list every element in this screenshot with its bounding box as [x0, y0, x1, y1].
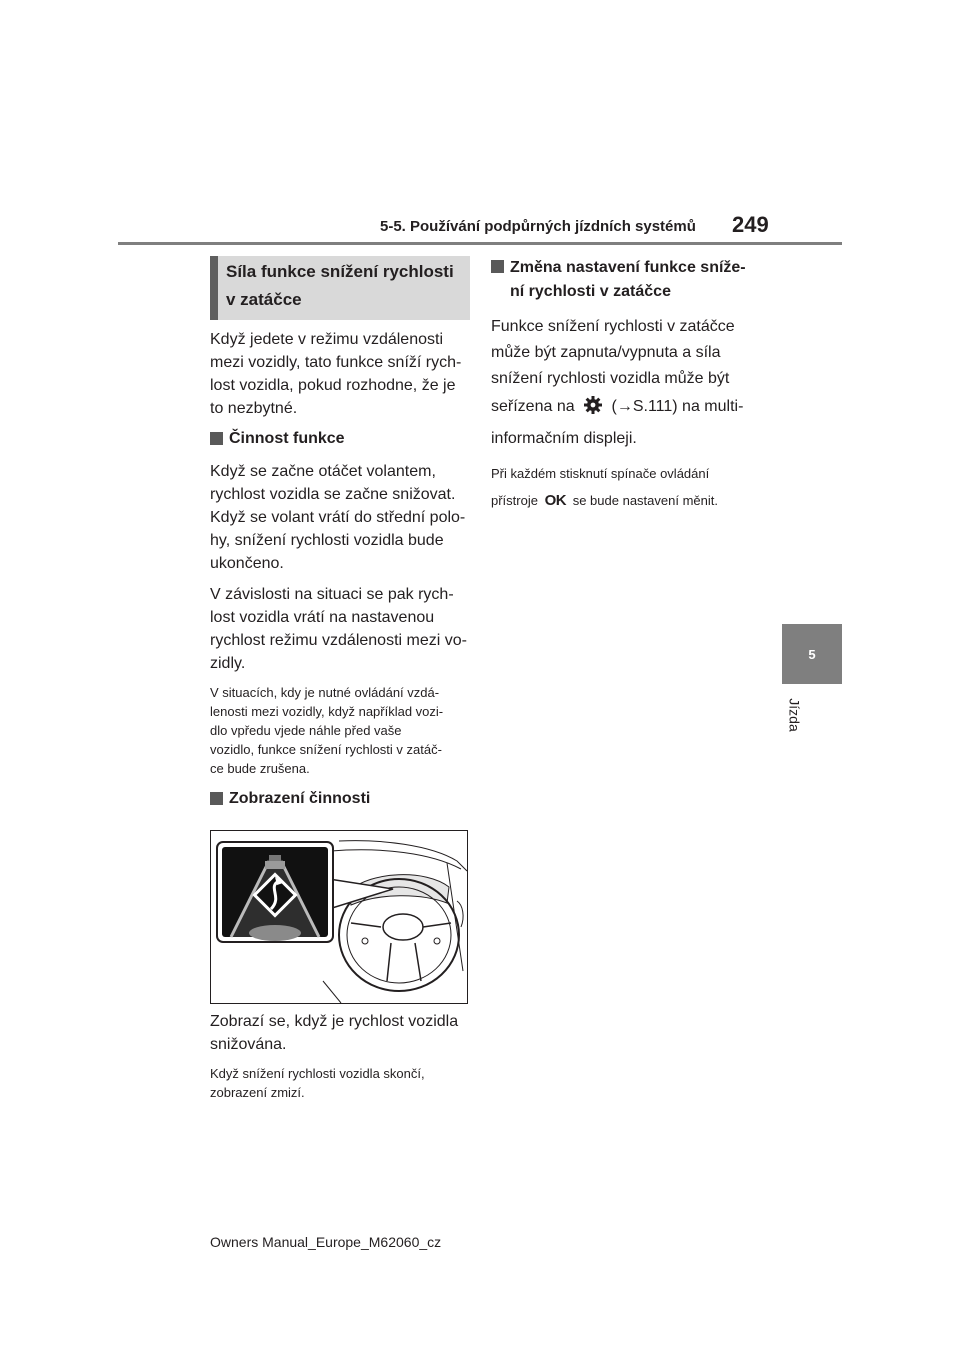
section-heading: Síla funkce snížení rychlosti v zatáčce: [210, 256, 470, 320]
settings-note: Při každém stisknutí spínače ovládání přístroje OK se bude nastavení měnit.: [491, 466, 718, 509]
settings-paragraph: Funkce snížení rychlosti v zatáčce může být zapnuta/vypnuta a síla snížení rychlosti vozidla může být seřízena na (→S.111) na multi- informačním displeji.: [491, 318, 744, 447]
bullet-square-icon: [210, 432, 223, 445]
display-caption: Zobrazí se, když je rychlost vozidla snižována.: [210, 1013, 459, 1053]
header-rule: [118, 242, 842, 245]
dashboard-drawing: [211, 831, 467, 1003]
header-section-title: 5-5. Používání podpůrných jízdních systémů: [380, 218, 696, 235]
left-column: [210, 256, 470, 1112]
footer-document-id: Owners Manual_Europe_M62060_cz: [210, 1234, 442, 1250]
subheading-settings: Změna nastavení funkce sníže- ní rychlosti v zatáčce: [491, 256, 759, 304]
chapter-label: Jízda: [787, 698, 803, 732]
chapter-tab[interactable]: [782, 624, 842, 684]
subheading-operation: Činnost funkce: [210, 428, 470, 450]
operation-note: V situacích, kdy je nutné ovládání vzdá- lenosti mezi vozidly, když například vozi- dlo vpředu vjede náhle před vaše vozidlo, funkce snížení rychlosti v zatáč- ce bude zrušena.: [210, 685, 444, 776]
ok-icon: OK: [544, 492, 567, 509]
bullet-square-icon: [210, 792, 223, 805]
right-column: [491, 256, 759, 514]
dashboard-illustration: [210, 830, 468, 1004]
bullet-square-icon: [491, 260, 504, 273]
subheading-display: Zobrazení činnosti: [210, 788, 470, 810]
operation-paragraph-1: Když se začne otáčet volantem, rychlost vozidla se začne snižovat. Když se volant vrátí do střední polo- hy, snížení rychlosti vozidla bude ukončeno.: [210, 463, 466, 572]
gear-icon: [583, 395, 603, 424]
page-number: 249: [732, 212, 769, 237]
display-note: Když snížení rychlosti vozidla skončí, zobrazení zmizí.: [210, 1066, 425, 1100]
intro-paragraph: Když jedete v režimu vzdálenosti mezi vozidly, tato funkce sníží rych- lost vozidla, pokud rozhodne, že je to nezbytné.: [210, 331, 462, 417]
operation-paragraph-2: V závislosti na situaci se pak rych- lost vozidla vrátí na nastavenou rychlost režimu vzdálenosti mezi vo- zidly.: [210, 586, 467, 672]
chapter-number: 5: [808, 646, 816, 662]
